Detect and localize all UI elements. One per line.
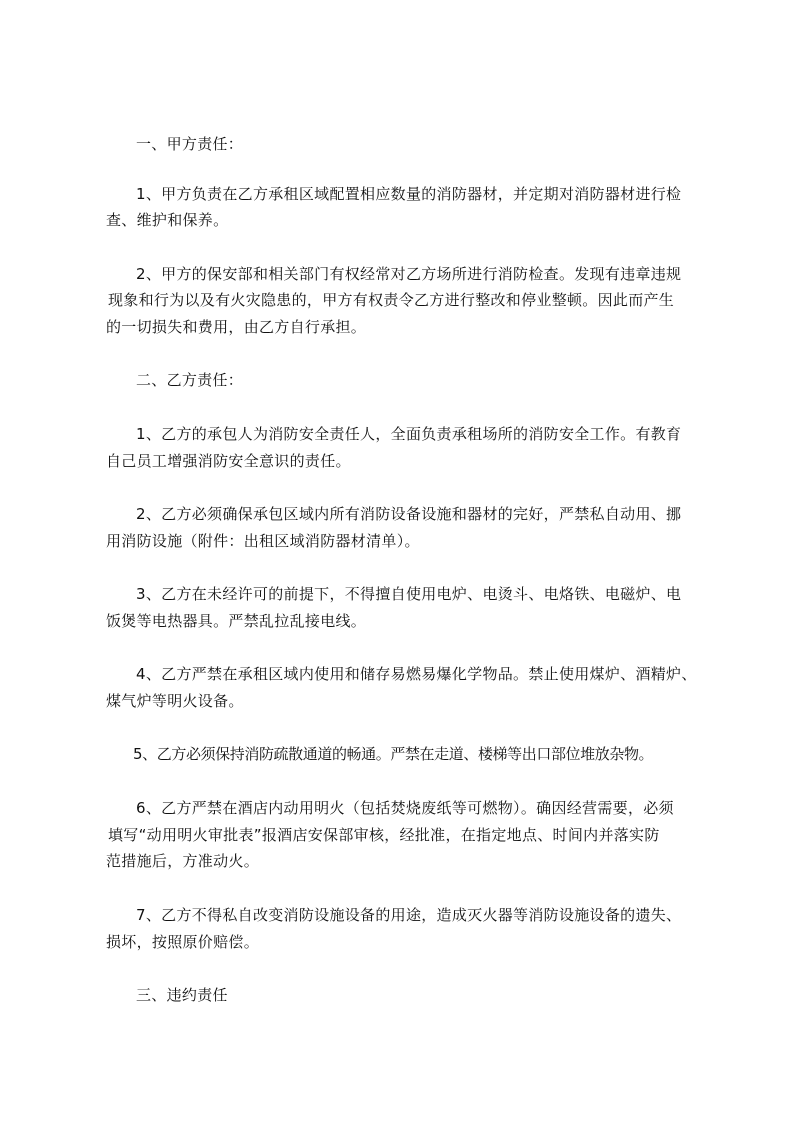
section-heading-breach: 三、违约责任 — [136, 986, 228, 1004]
party-b-item-7-line-1: 7、乙方不得私自改变消防设施设备的用途，造成灭火器等消防设施设备的遗失、 — [136, 906, 682, 924]
party-b-item-2-line-2: 用消防设施（附件：出租区域消防器材清单）。 — [106, 532, 420, 550]
section-heading-party-a: 一、甲方责任： — [136, 135, 244, 153]
party-a-item-1-line-2: 查、维护和保养。 — [106, 211, 229, 229]
party-b-item-4-line-2: 煤气炉等明火设备。 — [106, 692, 244, 710]
party-b-item-3-line-1: 3、乙方在未经许可的前提下，不得擅自使用电炉、电烫斗、电烙铁、电磁炉、电 — [136, 585, 682, 603]
party-b-item-1-line-2: 自己员工增强消防安全意识的责任。 — [106, 452, 351, 470]
party-b-item-1-line-1: 1、乙方的承包人为消防安全责任人，全面负责承租场所的消防安全工作。有教育 — [136, 425, 682, 443]
party-b-item-2-line-1: 2、乙方必须确保承包区域内所有消防设备设施和器材的完好，严禁私自动用、挪 — [136, 505, 682, 523]
party-b-item-3-line-2: 饭煲等电热器具。严禁乱拉乱接电线。 — [106, 612, 367, 630]
party-a-item-2-line-2: 现象和行为以及有火灾隐患的，甲方有权责令乙方进行整改和停业整顿。因此而产生 — [108, 291, 675, 309]
party-a-item-1-line-1: 1、甲方负责在乙方承租区域配置相应数量的消防器材，并定期对消防器材进行检 — [136, 185, 682, 203]
section-heading-party-b: 二、乙方责任： — [136, 371, 244, 389]
party-b-item-5-line-1: 5、乙方必须保持消防疏散通道的畅通。严禁在走道、楼梯等出口部位堆放杂物。 — [133, 745, 654, 763]
party-b-item-7-line-2: 损坏，按照原价赔偿。 — [106, 933, 260, 951]
party-b-item-6-line-1: 6、乙方严禁在酒店内动用明火（包括焚烧废纸等可燃物）。确因经营需要，必须 — [136, 799, 674, 817]
party-b-item-4-line-1: 4、乙方严禁在承租区域内使用和储存易燃易爆化学物品。禁止使用煤炉、酒精炉、 — [136, 665, 697, 683]
party-a-item-2-line-3: 的一切损失和费用，由乙方自行承担。 — [106, 318, 367, 336]
party-b-item-6-line-2: 填写“动用明火审批表”报酒店安保部审核，经批准，在指定地点、时间内并落实防 — [108, 826, 660, 844]
party-a-item-2-line-1: 2、甲方的保安部和相关部门有权经常对乙方场所进行消防检查。发现有违章违规 — [136, 265, 682, 283]
party-b-item-6-line-3: 范措施后，方准动火。 — [106, 852, 260, 870]
